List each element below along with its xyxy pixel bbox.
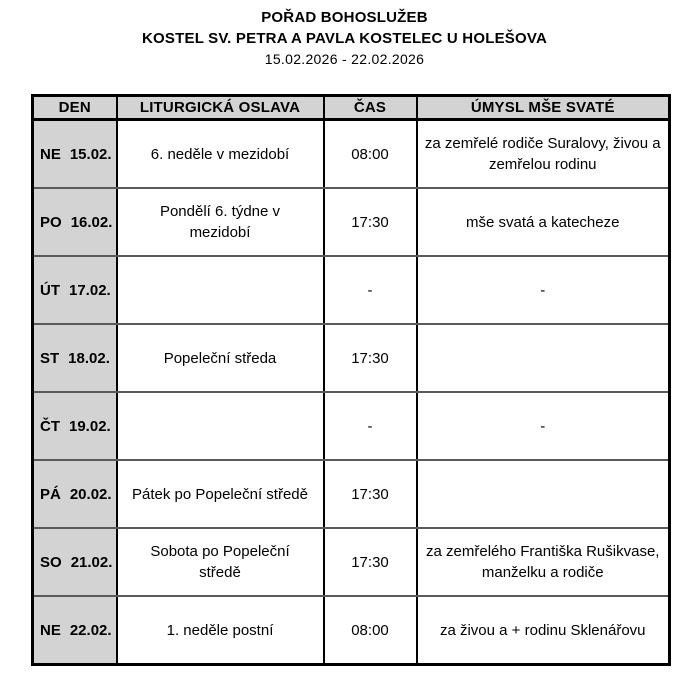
day-abbreviation: ČT	[40, 417, 60, 435]
time-cell: 08:00	[324, 596, 417, 665]
day-abbreviation: ST	[40, 349, 60, 367]
time-cell: -	[324, 256, 417, 324]
intention-text: -	[540, 281, 546, 299]
col-header-day: DEN	[33, 96, 117, 120]
time-cell: 17:30	[324, 188, 417, 256]
table-row	[33, 528, 670, 596]
table-row	[33, 460, 670, 528]
day-cell	[33, 324, 117, 392]
day-cell	[33, 120, 117, 189]
intention-cell	[417, 392, 670, 460]
day-cell	[33, 256, 117, 324]
day-date: 19.02.	[69, 417, 111, 435]
celebration-cell	[117, 120, 324, 189]
intention-cell	[417, 188, 670, 256]
intention-cell	[417, 596, 670, 665]
time-cell: -	[324, 392, 417, 460]
table-row	[33, 188, 670, 256]
celebration-text: Sobota po Popeleční středě	[150, 543, 290, 581]
intention-cell	[417, 256, 670, 324]
celebration-cell	[117, 596, 324, 665]
intention-cell	[417, 460, 670, 528]
day-date: 22.02.	[69, 621, 112, 639]
table-row	[33, 120, 670, 189]
day-abbreviation: SO	[40, 553, 62, 571]
day-date: 18.02.	[68, 349, 110, 367]
celebration-cell	[117, 324, 324, 392]
intention-text: za zemřelé rodiče Suralovy, živou a zemřelou rodinu	[424, 135, 661, 173]
celebration-text: 1. neděle postní	[166, 621, 274, 639]
day-cell	[33, 188, 117, 256]
celebration-text: Popeleční středa	[163, 349, 277, 367]
date-range: 15.02.2026 - 22.02.2026	[264, 51, 425, 67]
intention-cell	[417, 120, 670, 189]
intention-cell	[417, 528, 670, 596]
intention-text: -	[540, 417, 546, 435]
document-header	[0, 0, 689, 70]
table-row	[33, 392, 670, 460]
intention-cell	[417, 324, 670, 392]
day-date: 17.02.	[69, 281, 111, 299]
col-header-intention: ÚMYSL MŠE SVATÉ	[417, 96, 670, 120]
page-subtitle: KOSTEL SV. PETRA A PAVLA KOSTELEC U HOLEŠOVA	[142, 30, 547, 47]
day-abbreviation: PÁ	[40, 485, 61, 503]
celebration-text: Pondělí 6. týdne v mezidobí	[159, 203, 281, 241]
intention-text: mše svatá a katecheze	[466, 213, 620, 231]
celebration-cell	[117, 188, 324, 256]
day-abbreviation: NE	[40, 621, 61, 639]
day-date: 20.02.	[69, 485, 112, 503]
time-cell: 08:00	[324, 120, 417, 189]
day-date: 21.02.	[70, 553, 113, 571]
table-row	[33, 256, 670, 324]
intention-text: za zemřelého Františka Rušikvase, manželku a rodiče	[426, 543, 660, 581]
day-abbreviation: NE	[40, 145, 61, 163]
table-row	[33, 324, 670, 392]
celebration-cell	[117, 256, 324, 324]
table-header-row	[33, 96, 670, 120]
day-abbreviation: PO	[40, 213, 62, 231]
page-title: POŘAD BOHOSLUŽEB	[261, 9, 428, 26]
col-header-time: ČAS	[324, 96, 417, 120]
day-abbreviation: ÚT	[40, 281, 60, 299]
col-header-celebration: LITURGICKÁ OSLAVA	[117, 96, 324, 120]
day-cell	[33, 596, 117, 665]
day-cell	[33, 528, 117, 596]
time-cell: 17:30	[324, 460, 417, 528]
day-date: 16.02.	[70, 213, 113, 231]
intention-text: za živou a + rodinu Sklenářovu	[439, 621, 646, 639]
day-date: 15.02.	[69, 145, 112, 163]
celebration-cell	[117, 528, 324, 596]
celebration-text: 6. neděle v mezidobí	[150, 145, 290, 163]
table-row	[33, 596, 670, 665]
schedule-table	[31, 94, 671, 666]
celebration-cell	[117, 460, 324, 528]
time-cell: 17:30	[324, 324, 417, 392]
day-cell	[33, 392, 117, 460]
celebration-cell	[117, 392, 324, 460]
day-cell	[33, 460, 117, 528]
celebration-text: Pátek po Popeleční středě	[132, 485, 308, 503]
time-cell: 17:30	[324, 528, 417, 596]
